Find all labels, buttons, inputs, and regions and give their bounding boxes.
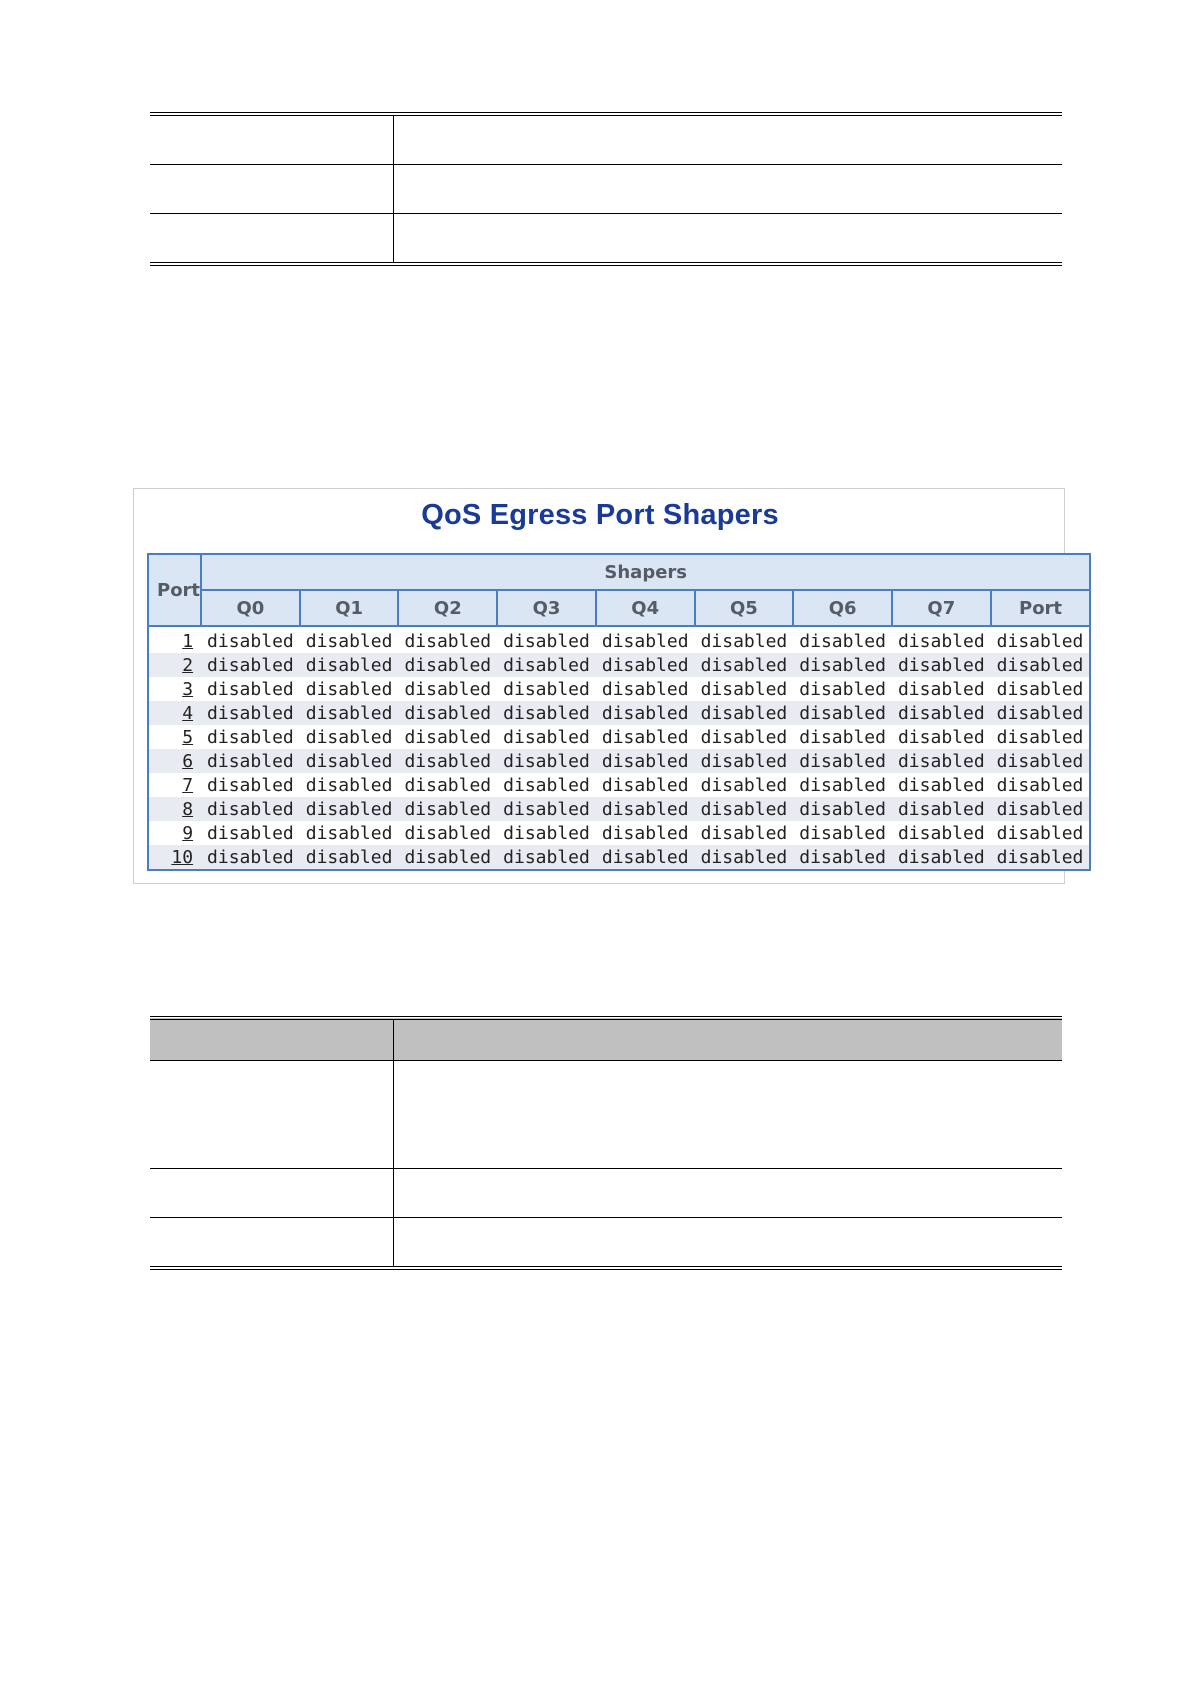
shaper-status-cell: disabled — [695, 701, 794, 725]
column-header-q6: Q6 — [793, 590, 892, 626]
table-row — [148, 701, 1090, 725]
qos-egress-port-shapers-panel — [133, 488, 1084, 884]
shaper-status-cell: disabled — [695, 749, 794, 773]
shaper-status-cell: disabled — [300, 653, 399, 677]
shaper-status-cell: disabled — [596, 653, 695, 677]
shaper-status-cell: disabled — [991, 749, 1091, 773]
table-row — [148, 677, 1090, 701]
table-row — [148, 626, 1090, 653]
shaper-status-cell: disabled — [892, 677, 991, 701]
port-cell[interactable] — [148, 725, 201, 749]
shaper-status-cell: disabled — [497, 749, 596, 773]
shaper-status-cell: disabled — [201, 653, 300, 677]
shaper-status-cell: disabled — [497, 725, 596, 749]
port-link[interactable]: 9 — [182, 822, 194, 844]
shaper-status-cell: disabled — [201, 626, 300, 653]
shaper-status-cell: disabled — [497, 773, 596, 797]
shaper-status-cell: disabled — [991, 626, 1091, 653]
column-header-q3: Q3 — [497, 590, 596, 626]
table-row — [150, 165, 1062, 214]
table-row — [148, 653, 1090, 677]
shaper-status-cell: disabled — [201, 797, 300, 821]
shaper-status-cell: disabled — [596, 797, 695, 821]
shaper-status-cell: disabled — [398, 677, 497, 701]
shaper-status-cell: disabled — [892, 797, 991, 821]
shaper-status-cell: disabled — [596, 725, 695, 749]
shaper-status-cell: disabled — [991, 701, 1091, 725]
shaper-status-cell: disabled — [497, 653, 596, 677]
shaper-status-cell: disabled — [201, 773, 300, 797]
port-link[interactable]: 5 — [182, 726, 194, 748]
table-row — [148, 845, 1090, 870]
parameter-table-top — [150, 112, 1062, 266]
shaper-status-cell: disabled — [300, 845, 399, 870]
port-cell[interactable] — [148, 845, 201, 870]
shaper-status-cell: disabled — [793, 773, 892, 797]
shaper-status-cell: disabled — [793, 797, 892, 821]
shaper-status-cell: disabled — [695, 797, 794, 821]
shaper-status-cell: disabled — [695, 773, 794, 797]
port-link[interactable]: 3 — [182, 678, 194, 700]
shaper-status-cell: disabled — [892, 773, 991, 797]
parameter-table-bottom — [150, 1016, 1062, 1270]
port-cell[interactable] — [148, 653, 201, 677]
port-link[interactable]: 6 — [182, 750, 194, 772]
shaper-status-cell: disabled — [300, 725, 399, 749]
shaper-status-cell: disabled — [596, 701, 695, 725]
shaper-status-cell: disabled — [201, 725, 300, 749]
shaper-status-cell: disabled — [695, 677, 794, 701]
shaper-status-cell: disabled — [695, 626, 794, 653]
column-header-q5: Q5 — [695, 590, 794, 626]
port-link[interactable]: 4 — [182, 702, 194, 724]
shaper-status-cell: disabled — [398, 845, 497, 870]
shaper-status-cell: disabled — [398, 701, 497, 725]
shaper-status-cell: disabled — [991, 725, 1091, 749]
shaper-status-cell: disabled — [596, 845, 695, 870]
shaper-status-cell: disabled — [300, 821, 399, 845]
port-link[interactable]: 2 — [182, 654, 194, 676]
shaper-status-cell: disabled — [695, 653, 794, 677]
subheader-row — [148, 590, 1090, 626]
port-cell[interactable] — [148, 797, 201, 821]
port-cell[interactable] — [148, 701, 201, 725]
shapers-table-body — [148, 626, 1090, 870]
shaper-status-cell: disabled — [695, 821, 794, 845]
shaper-status-cell: disabled — [300, 773, 399, 797]
port-cell[interactable] — [148, 677, 201, 701]
port-cell[interactable] — [148, 626, 201, 653]
shaper-status-cell: disabled — [793, 821, 892, 845]
port-link[interactable]: 7 — [182, 774, 194, 796]
shaper-status-cell: disabled — [497, 821, 596, 845]
shaper-status-cell: disabled — [793, 845, 892, 870]
shaper-status-cell: disabled — [695, 725, 794, 749]
shaper-status-cell: disabled — [398, 653, 497, 677]
shaper-status-cell: disabled — [695, 845, 794, 870]
shaper-status-cell: disabled — [300, 626, 399, 653]
table-row — [148, 749, 1090, 773]
table-row — [148, 725, 1090, 749]
page-title: QoS Egress Port Shapers — [421, 499, 779, 531]
port-link[interactable]: 8 — [182, 798, 194, 820]
column-header-q7: Q7 — [892, 590, 991, 626]
shaper-status-cell: disabled — [793, 701, 892, 725]
shaper-status-cell: disabled — [201, 845, 300, 870]
table-row — [150, 1061, 1062, 1169]
shaper-status-cell: disabled — [991, 773, 1091, 797]
column-header-port: Port — [991, 590, 1091, 626]
shaper-status-cell: disabled — [892, 626, 991, 653]
shaper-status-cell: disabled — [300, 797, 399, 821]
shaper-status-cell: disabled — [300, 701, 399, 725]
shaper-status-cell: disabled — [398, 725, 497, 749]
port-cell[interactable] — [148, 773, 201, 797]
shaper-status-cell: disabled — [398, 626, 497, 653]
shaper-status-cell: disabled — [991, 821, 1091, 845]
shaper-status-cell: disabled — [892, 701, 991, 725]
shaper-status-cell: disabled — [497, 845, 596, 870]
shaper-status-cell: disabled — [398, 797, 497, 821]
port-column-header: Port — [148, 554, 201, 626]
shaper-status-cell: disabled — [991, 797, 1091, 821]
shaper-status-cell: disabled — [596, 626, 695, 653]
shaper-status-cell: disabled — [892, 749, 991, 773]
shaper-status-cell: disabled — [201, 821, 300, 845]
shaper-status-cell: disabled — [596, 821, 695, 845]
table-header-row — [150, 1018, 1062, 1061]
shaper-status-cell: disabled — [892, 725, 991, 749]
port-link[interactable]: 1 — [182, 630, 194, 652]
table-row — [148, 773, 1090, 797]
table-row — [150, 214, 1062, 265]
column-header-q0: Q0 — [201, 590, 300, 626]
shaper-status-cell: disabled — [201, 749, 300, 773]
shaper-status-cell: disabled — [201, 701, 300, 725]
table-row — [150, 1169, 1062, 1218]
shapers-group-header: Shapers — [201, 554, 1090, 590]
table-row — [148, 821, 1090, 845]
shaper-status-cell: disabled — [300, 749, 399, 773]
table-row — [150, 1218, 1062, 1269]
shaper-status-cell: disabled — [793, 725, 892, 749]
shaper-status-cell: disabled — [398, 773, 497, 797]
port-cell[interactable] — [148, 749, 201, 773]
shaper-status-cell: disabled — [300, 677, 399, 701]
shaper-status-cell: disabled — [991, 677, 1091, 701]
header-row — [148, 554, 1090, 590]
shaper-status-cell: disabled — [991, 653, 1091, 677]
shaper-status-cell: disabled — [793, 677, 892, 701]
shaper-status-cell: disabled — [793, 653, 892, 677]
table-row — [148, 797, 1090, 821]
shaper-status-cell: disabled — [991, 845, 1091, 870]
column-header-q2: Q2 — [398, 590, 497, 626]
shaper-status-cell: disabled — [398, 749, 497, 773]
shaper-status-cell: disabled — [398, 821, 497, 845]
shaper-status-cell: disabled — [892, 845, 991, 870]
shapers-table — [147, 553, 1091, 871]
column-header-q1: Q1 — [300, 590, 399, 626]
shaper-status-cell: disabled — [892, 653, 991, 677]
shaper-status-cell: disabled — [793, 749, 892, 773]
shaper-status-cell: disabled — [497, 626, 596, 653]
port-cell[interactable] — [148, 821, 201, 845]
shaper-status-cell: disabled — [497, 701, 596, 725]
port-link[interactable]: 10 — [171, 846, 194, 868]
shaper-status-cell: disabled — [793, 626, 892, 653]
shaper-status-cell: disabled — [596, 677, 695, 701]
table-row — [150, 114, 1062, 165]
shaper-status-cell: disabled — [201, 677, 300, 701]
shaper-status-cell: disabled — [497, 797, 596, 821]
shaper-status-cell: disabled — [892, 821, 991, 845]
shaper-status-cell: disabled — [596, 773, 695, 797]
shaper-status-cell: disabled — [596, 749, 695, 773]
column-header-q4: Q4 — [596, 590, 695, 626]
shaper-status-cell: disabled — [497, 677, 596, 701]
